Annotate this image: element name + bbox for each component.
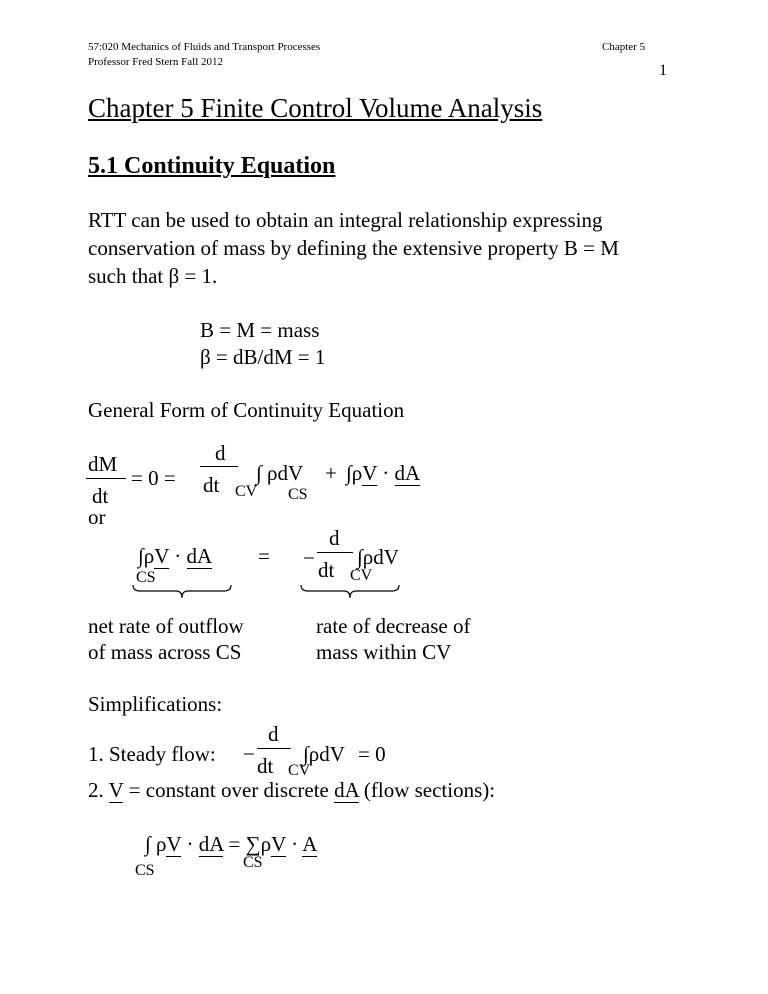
- eq1-term2: [346, 461, 420, 485]
- item2-prefix: 2.: [88, 778, 109, 802]
- or-label: or: [88, 505, 106, 529]
- eq2-area: dA: [186, 544, 213, 568]
- left-underbrace: [132, 584, 232, 600]
- eq2-int-rho: ∫ρ: [138, 544, 155, 568]
- caption-left-line-1: net rate of outflow: [88, 614, 244, 638]
- eq1-dot: ·: [377, 461, 395, 485]
- eq2-d: d: [329, 526, 340, 550]
- item2-velocity: V: [108, 778, 124, 802]
- eq3-int-rho: ∫ ρ: [145, 832, 167, 856]
- eq2-right: ∫ρdV: [357, 545, 399, 569]
- eq3-area: A: [302, 832, 318, 856]
- definition-beta: β = dB/dM = 1: [200, 345, 326, 369]
- eq1-int-rho: ∫ρ: [346, 461, 363, 485]
- item2-text: [88, 778, 495, 802]
- intro-line-2: conservation of mass by defining the extensive property B = M: [88, 236, 619, 260]
- professor-header: Professor Fred Stern Fall 2012: [88, 56, 224, 68]
- eq1-dt2: dt: [203, 473, 220, 497]
- chapter-header: Chapter 5: [602, 41, 646, 53]
- eq2-minus: −: [303, 546, 315, 570]
- item1-cv: CV: [288, 762, 311, 779]
- definition-mass: B = M = mass: [200, 318, 320, 342]
- eq1-fraction-bar-1: [86, 478, 126, 479]
- eq3-velocity: V: [166, 832, 182, 856]
- intro-line-3: such that β = 1.: [88, 264, 218, 288]
- caption-left-line-2: of mass across CS: [88, 640, 242, 664]
- item1-d: d: [268, 722, 279, 746]
- eq3-dot: ·: [181, 832, 199, 856]
- eq1-fraction-bar-2: [200, 466, 238, 467]
- eq3-dot-2: ·: [285, 832, 303, 856]
- item2-text1: = constant over discrete: [123, 778, 335, 802]
- eq2-cv: CV: [350, 567, 373, 584]
- item2-text2: (flow sections):: [358, 778, 496, 802]
- item1-int: ∫ρdV: [303, 742, 345, 766]
- eq2-equals: =: [258, 544, 270, 568]
- eq1-zero: = 0 =: [131, 466, 176, 490]
- eq3-area-element: dA: [198, 832, 224, 856]
- simplifications-label: Simplifications:: [88, 692, 223, 716]
- right-underbrace: [300, 584, 400, 600]
- course-header: 57:020 Mechanics of Fluids and Transport Processes: [88, 41, 321, 53]
- eq1-term1: ∫ ρdV: [256, 461, 304, 485]
- eq3-expression: [145, 832, 317, 856]
- page-number: 1: [659, 62, 667, 79]
- item2-area: dA: [334, 778, 359, 802]
- eq2-fraction-bar: [317, 552, 353, 553]
- eq1-dt: dt: [92, 484, 109, 508]
- section-heading: 5.1 Continuity Equation: [88, 153, 336, 179]
- eq2-left: [138, 544, 212, 568]
- caption-right-line-2: mass within CV: [316, 640, 452, 664]
- item1-rhs: = 0: [358, 742, 386, 766]
- eq3-velocity-2: V: [271, 832, 286, 856]
- item1-fraction-bar: [257, 748, 291, 749]
- item1-minus: −: [243, 742, 255, 766]
- eq3-cs-1: CS: [135, 862, 155, 879]
- general-form-label: General Form of Continuity Equation: [88, 398, 405, 422]
- eq2-cs: CS: [136, 569, 156, 586]
- page-title: Chapter 5 Finite Control Volume Analysis: [88, 93, 543, 123]
- eq2-dot: ·: [169, 544, 187, 568]
- eq2-velocity: V: [154, 544, 170, 568]
- eq1-cs: CS: [288, 486, 308, 503]
- eq2-dt: dt: [318, 558, 335, 582]
- item1-label: 1. Steady flow:: [88, 742, 216, 766]
- eq1-dM: dM: [88, 452, 118, 476]
- eq1-area: dA: [394, 461, 421, 485]
- item1-dt: dt: [257, 754, 274, 778]
- eq1-d: d: [215, 441, 226, 465]
- eq1-plus: +: [325, 461, 337, 485]
- caption-right-line-1: rate of decrease of: [316, 614, 471, 638]
- eq3-cs-2: CS: [243, 854, 263, 871]
- intro-line-1: RTT can be used to obtain an integral relationship expressing: [88, 208, 603, 232]
- eq1-cv: CV: [235, 483, 258, 500]
- eq3-sum-rho: = ∑ρ: [223, 832, 272, 856]
- eq1-velocity: V: [362, 461, 378, 485]
